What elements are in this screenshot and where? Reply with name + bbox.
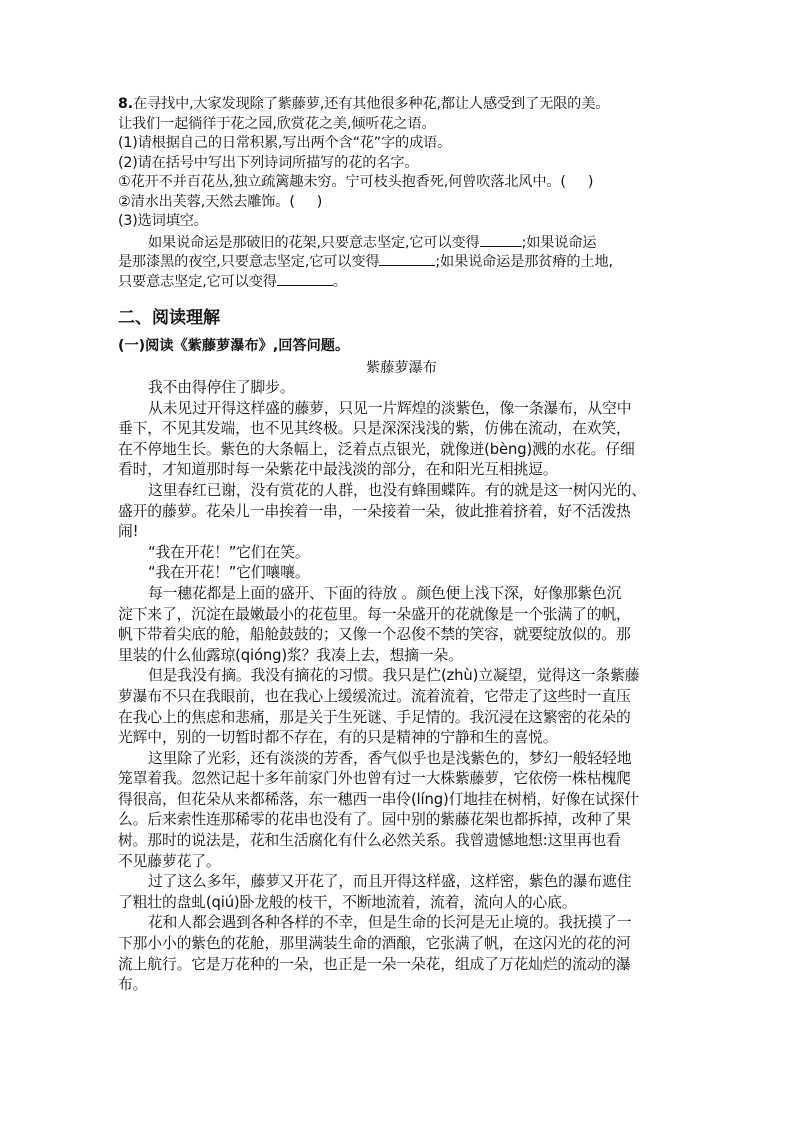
poem-2-close: ) (316, 193, 323, 210)
question-number: 8. (118, 96, 133, 112)
reading-instruction: (一)阅读《紫藤萝瀑布》,回答问题。 (118, 338, 350, 354)
answer-blank-1[interactable] (480, 232, 522, 247)
passage-line: 淀下来了，沉淀在最嫩最小的花苞里。每一朵盛开的花就像是一个张满了的帆， (118, 605, 631, 623)
question-intro-line-1 (118, 95, 678, 115)
poem-1-text: ①花开不并百花丛,独立疏篱趣未穷。宁可枝头抱香死,何曾吹落北风中。( (118, 174, 566, 190)
fill-text-1a: 如果说命运是那破旧的花架,只要意志坚定,它可以变得 (148, 234, 480, 251)
fill-blank-line-3 (118, 271, 678, 291)
poem-line-1 (118, 173, 678, 193)
passage-title: 紫藤萝瀑布 (366, 360, 437, 376)
document-page (118, 95, 678, 996)
passage-line: “我在开花！”它们嚷嚷。 (148, 564, 310, 582)
passage-line: 笼罩着我。忽然记起十多年前家门外也曾有过一大株紫藤萝，它依傍一株枯槐爬 (118, 770, 631, 788)
sub-question-2: (2)请在括号中写出下列诗词所描写的花的名字。 (118, 154, 419, 171)
passage-body (118, 378, 678, 996)
passage-line: “我在开花！”它们在笑。 (148, 543, 310, 561)
fill-text-3a: 只要意志坚定,它可以变得 (118, 273, 277, 290)
passage-line: 盛开的藤萝。花朵儿一串挨着一串，一朵接着一朵，彼此推着挤着，好不活泼热 (118, 502, 631, 520)
fill-text-2b: ;如果说命运是那贫瘠的土地, (435, 254, 613, 270)
passage-line: 但是我没有摘。我没有摘花的习惯。我只是伫(zhù)立凝望，觉得这一条紫藤 (148, 667, 640, 685)
passage-line: 流上航行。它是万花种的一朵，也正是一朵一朵花，组成了万花灿烂的流动的瀑 (118, 955, 631, 973)
answer-blank-2[interactable] (379, 251, 435, 266)
fill-blank-line-2 (118, 251, 678, 271)
passage-line: 么。后来索性连那稀零的花串也没有了。园中别的紫藤花架也都拆掉，改种了果 (118, 811, 631, 829)
passage-line: 这里春红已谢，没有赏花的人群，也没有蜂围蝶阵。有的就是这一树闪光的、 (148, 481, 646, 499)
passage-line: 这里除了光彩，还有淡淡的芳香，香气似乎也是浅紫色的，梦幻一般轻轻地 (148, 749, 632, 767)
poem-2-text: ②清水出芙蓉,天然去雕饰。( (118, 193, 295, 210)
passage-line: 里装的什么仙露琼(qióng)浆？我凑上去，想摘一朵。 (118, 646, 463, 664)
passage-line: 不见藤萝花了。 (118, 852, 221, 870)
passage-line: 树。那时的说法是，花和生活腐化有什么必然关系。我曾遗憾地想:这里再也看 (118, 832, 621, 850)
passage-line: 得很高，但花朵从来都稀落，东一穗西一串伶(líng)仃地挂在树梢，好像在试探什 (118, 790, 639, 808)
poem-1-close: ) (587, 174, 594, 190)
passage-line: 花和人都会遇到各种各样的不幸，但是生命的长河是无止境的。我抚摸了一 (148, 914, 632, 932)
fill-text-1b: ;如果说命运 (521, 234, 597, 251)
passage-line: 了粗壮的盘虬(qiú)卧龙般的枝干，不断地流着，流着，流向人的心底。 (118, 893, 577, 911)
passage-line: 每一穗花都是上面的盛开、下面的待放 。颜色便上浅下深，好像那紫色沉 (148, 584, 622, 602)
passage-line: 下那小小的紫色的花舱，那里满装生命的酒酿，它张满了帆，在这闪光的花的河 (118, 935, 631, 953)
passage-line: 萝瀑布不只在我眼前，也在我心上缓缓流过。流着流着，它带走了这些时一直压 (118, 687, 631, 705)
passage-line: 在我心上的焦虑和悲痛，那是关于生死谜、手足情的。我沉浸在这繁密的花朵的 (118, 708, 631, 726)
passage-line: 从未见过开得这样盛的藤萝，只见一片辉煌的淡紫色，像一条瀑布，从空中 (148, 399, 632, 417)
poem-line-2 (118, 193, 678, 213)
section-title: 二、阅读理解 (118, 308, 220, 328)
fill-text-3b: 。 (332, 273, 347, 290)
passage-line: 光辉中，别的一切暂时都不存在，有的只是精神的宁静和生的喜悦。 (118, 729, 558, 747)
passage-line: 垂下，不见其发端，也不见其终极。只是深深浅浅的紫，仿佛在流动，在欢笑， (118, 420, 631, 438)
passage-line: 布。 (118, 976, 148, 994)
answer-blank-3[interactable] (277, 271, 333, 286)
passage-line: 闹! (118, 523, 139, 541)
passage-line: 看时，才知道那时每一朵紫花中最浅淡的部分，在和阳光互相挑逗。 (118, 461, 558, 479)
passage-line: 我不由得停住了脚步。 (148, 379, 295, 396)
sub-question-1: (1)请根据自己的日常积累,写出两个含“花”字的成语。 (118, 135, 452, 151)
question-intro-text: 在寻找中,大家发现除了紫藤萝,还有其他很多种花,都让人感受到了无限的美。 (132, 96, 610, 112)
question-intro-line-2: 让我们一起徜徉于花之园,欣赏花之美,倾听花之语。 (118, 115, 436, 132)
sub-question-3: (3)选词填空。 (118, 213, 208, 229)
passage-line: 过了这么多年，藤萝又开花了，而且开得这样盛，这样密，紫色的瀑布遮住 (148, 873, 632, 891)
passage-line: 在不停地生长。紫色的大条幅上，泛着点点银光，就像迸(bèng)溅的水花。仔细 (118, 440, 635, 458)
question-8 (118, 95, 678, 290)
fill-text-2a: 是那漆黑的夜空,只要意志坚定,它可以变得 (118, 254, 380, 270)
passage-line: 帆下带着尖底的舱，船舱鼓鼓的；又像一个忍俊不禁的笑容，就要绽放似的。那 (118, 626, 631, 644)
fill-blank-line-1 (118, 232, 678, 252)
